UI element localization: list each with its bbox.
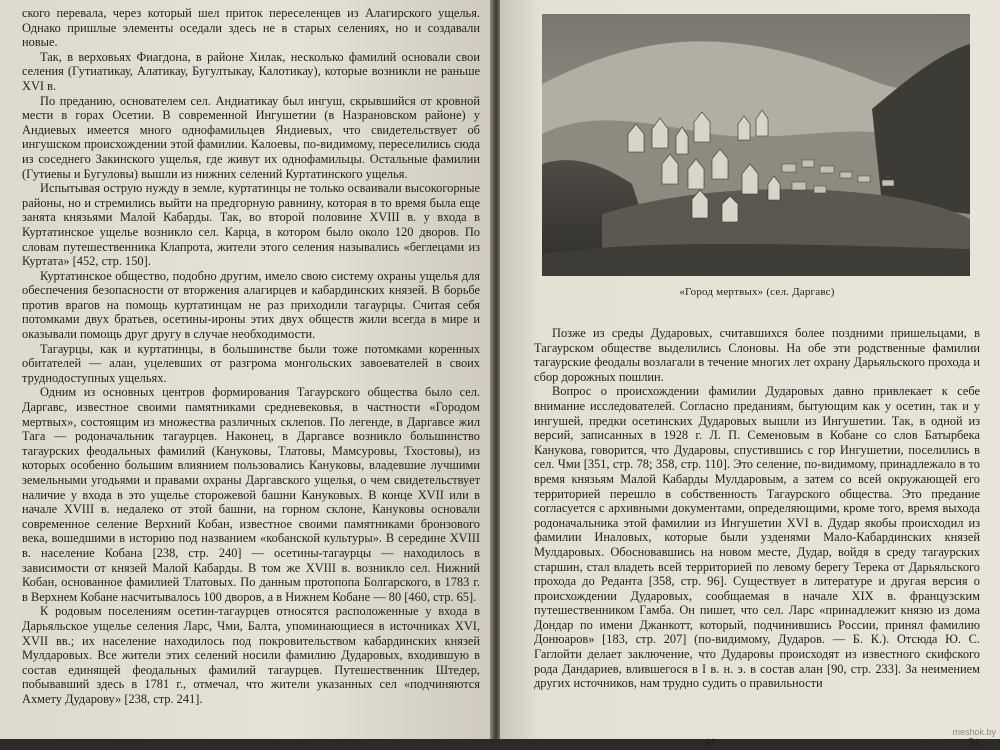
paragraph: Позже из среды Дударовых, считавшихся более поздними пришельцами, в Тагаурском обществе выделились Слоновы. На обе эти родственные фамилии тагаурские феодалы возлагали в течение многих лет охрану Дарьяльского прохода и сбор дорожных пошлин. [534,326,980,384]
page-number: 51 [968,735,980,749]
left-page [0,0,492,739]
village-photo [542,14,970,276]
right-page-text [534,326,980,691]
paragraph: Испытывая острую нужду в земле, куртатинцы не только осваивали высокогорные районы, но и стремились выйти на предгорную равнину, которая в то время была еще занята князьями Малой Кабарды. Так, во второй половине XVIII в. у входа в Куртатинское ущелье возникло сел. Карца, в котором было около 120 дворов. По словам путешественника Клапрота, жители этого селения назывались «беглецами из Куртата» [452, стр. 150]. [22,181,480,269]
photo-caption: «Город мертвых» (сел. Даргавс) [679,286,835,298]
paragraph: Вопрос о происхождении фамилии Дударовых давно привлекает к себе внимание исследователей. Согласно преданиям, бытующим как у осетин, так и у ингушей, предки осетинских Дударовых вышли из Ингушетии. Так, в одной из версий, записанных в 1928 г. Л. П. Семеновым в Кобане со слов Батырбека Канукова, говорится, что Дударовы, спустившись с гор Ингушетии, поселились в сел. Чми [351, стр. 78; 358, стр. 110]. Это селение, по-видимому, принадлежало в то время князьям Малой Кабарды Мулдаровым, а затем со всей окружающей его территорией перешло в собственность Тагаурского общества. Это предание согласуется с архивными документами, определяющими, кроме того, время выхода родоначальника этой фамилии из Ингушетии XVI в. Дудар якобы происходил из фамилии Иналовых, которые были узденями Мало-Кабардинских князей Мулдаровых. Обосновавшись на новом месте, Дудар, войдя в среду тагаурских старшин, стал владеть всей территорией по левому берегу Терека от Дарьяльского прохода до Реданта [358, стр. 96]. Существует в литературе и другая версия о происхождении Дударовых, сообщаемая в начале XIX в. французским путешественником Гамба. Он пишет, что сел. Ларс «принадлежит князю из дома Дондар по имени Джанкотт, который, подчинившись России, принял фамилию Донюаров» [183, стр. 207] (по-видимому, Дударов. — Б. К.). Отсюда Ю. С. Гаглойти делает заключение, что Дударовы происходят из известного скифского рода Дандариев, влившегося в I в. н. э. в состав алан [90, стр. 233]. За неимением других источников, нам трудно судить о правильности [534,384,980,691]
signature-mark: 4* [704,735,716,749]
paragraph: ского перевала, через который шел приток переселенцев из Алагирского ущелья. Однако пришлые элементы оседали здесь не в старых селениях, но и создавали новые. [22,6,480,50]
paragraph: Куртатинское общество, подобно другим, имело свою систему охраны ущелья для обеспечения безопасности от вторжения алагирцев и кабардинских князей. В борьбе против врагов на помощь куртатинцам не раз приходили тагаурцы. Считая себя потомками двух братьев, осетины-ироны этих двух обществ жили всегда в мире и оказывали помощь друг другу в случае необходимости. [22,268,480,342]
paragraph: Одним из основных центров формирования Тагаурского общества было сел. Даргавс, известное своими памятниками средневековья, в частности «Городом мертвых», состоящим из множества различных склепов. По легенде, в Даргавсе жил Тага — родоначальник тагаурцев. Наконец, в Даргавсе возникло большинство тагаурских феодальных фамилий (Кануковы, Тлатовы, Мамсуровы, Тхостовы), из которых особенно большим влиянием пользовались Кануковы, владевшие лучшими земельными угодьями и правами охраны Даргавского ущелья, о чем свидетельствует наличие у входа в это ущелье сторожевой башни Кануковых. В конце XVII или в начале XVIII в. недалеко от этой башни, на горном склоне, Кануковы основали современное селение Верхний Кобан, известное своими памятниками бронзового века, вошедшими в историю под названием «кобанской культуры». В середине XVIII в. население Кобана [238, стр. 240] — осетины-тагаурцы — находилось в зависимости от князей Малой Кабарды. В том же XVIII в. возникло сел. Нижний Кобан, основанное фамилией Тлатовых. По данным протопопа Болгарского, в 1783 г. в Верхнем Кобане насчитывалось 100 дворов, а в Нижнем Кобане — 80 [460, стр. 65]. [22,385,480,604]
paragraph: Тагаурцы, как и куртатинцы, в большинстве были тоже потомками коренных обитателей — алан, уцелевших от разгрома монгольских завоевателей в своих труднодоступных ущельях. [22,341,480,385]
mountain-village-image [542,14,970,276]
watermark: meshok.by [952,727,996,737]
right-page [500,0,1000,749]
paragraph: По преданию, основателем сел. Андиатикау был ингуш, скрывшийся от кровной мести в горах Осетии. В современной Ингушетии (в Назрановском районе) у Андиевых имеется много однофамильцев Яндиевых, что свидетельствует об ингушском происхождении этой фамилии. Калоевы, по-видимому, переселились сюда из соседнего Закинского ущелья, где живут их однофамильцы. Остальные фамилии (Гутиевы и Бугуловы) вышли из нижних селений Куртатинского ущелья. [22,93,480,181]
paragraph: К родовым поселениям осетин-тагаурцев относятся расположенные у входа в Дарьяльское ущелье селения Ларс, Чми, Балта, упоминающиеся в источниках XVI, XVII вв.; их население находилось под покровительством кабардинских князей Мулдаровых. Все жители этих селений носили фамилию Дударовых, входившую в состав единящей феодальных фамилий тагаурцев. Путешественник Штедер, побывавший здесь в 1781 г., отмечал, что жители указанных сел «подчиняются Ахмету Дударову» [238, стр. 241]. [22,604,480,706]
left-page-text [22,6,480,707]
paragraph: Так, в верховьях Фиагдона, в районе Хилак, несколько фамилий основали свои селения (Гутиатикау, Алатикау, Бугултыкау, Калотикау), которые возникли не раньше XVI в. [22,49,480,93]
